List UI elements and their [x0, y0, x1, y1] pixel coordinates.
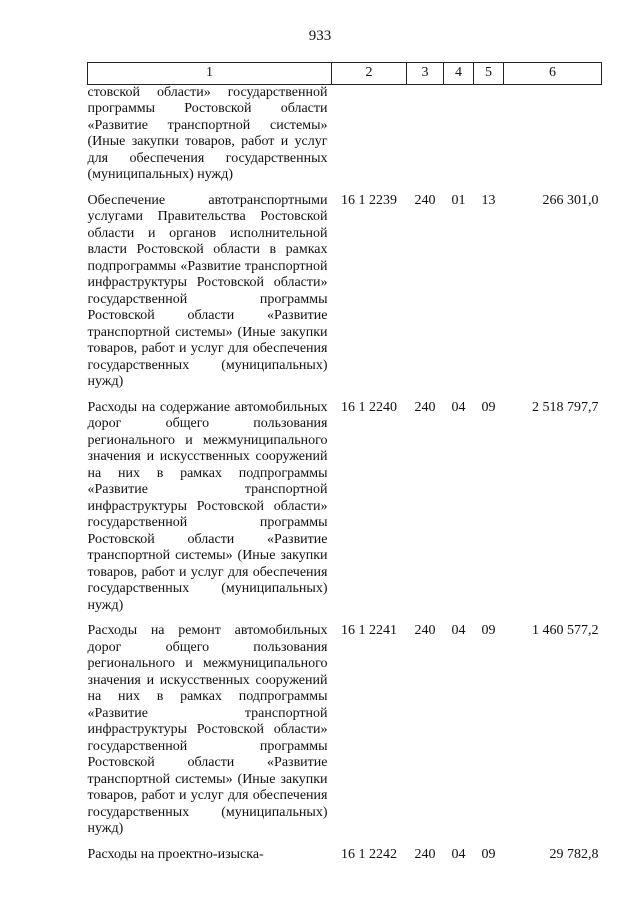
row-amount: 29 782,8: [549, 846, 599, 862]
row-target-code: 16 1 2242: [341, 846, 397, 862]
table-body: [88, 84, 602, 872]
row-amount: 266 301,0: [542, 192, 599, 208]
table-row: [88, 193, 602, 400]
row-subsection: 09: [481, 623, 496, 638]
row-section: 04: [451, 399, 466, 415]
row-section: 01: [451, 192, 466, 208]
row-expense-type: 240: [414, 192, 436, 208]
row-expense-type: 240: [414, 623, 436, 638]
row-subsection: 09: [481, 846, 496, 862]
header-col-6: 6: [504, 63, 602, 85]
row-section: [444, 84, 474, 193]
header-col-5: 5: [474, 63, 504, 85]
row-expense-type: 240: [414, 846, 436, 862]
row-expense-type: 240: [414, 399, 436, 415]
row-amount: 2 518 797,7: [532, 399, 599, 415]
row-subsection: 13: [481, 192, 496, 208]
header-col-1: 1: [88, 63, 332, 85]
row-subsection: [474, 84, 504, 193]
header-col-2: 2: [332, 63, 407, 85]
row-description: Расходы на проектно-изыска-: [87, 846, 264, 862]
header-row: [88, 63, 602, 85]
header-col-4: 4: [444, 63, 474, 85]
row-target-code: 16 1 2239: [341, 192, 397, 208]
row-description: Обеспечение автотранспортными услугами Правительства Ростовской области и органов исполнительной власти Ростовской области в рамках подпрограммы «Развитие транспортной инфраструктуры Ростовской области» государственной программы Ростовской области «Развитие транспортной системы» (Иные закупки товаров, работ и услуг для обеспечения государственных (муниципальных) нужд): [87, 192, 328, 389]
page-number: 933: [308, 28, 332, 44]
table-row: [88, 400, 602, 624]
table-row: [88, 84, 602, 193]
row-section: 04: [451, 623, 466, 638]
table-row: [88, 847, 602, 873]
table-header: [88, 63, 602, 85]
row-section: 04: [451, 846, 466, 862]
row-target-code: 16 1 2241: [341, 623, 397, 638]
row-description: стовской области» государственной программы Ростовской области «Развитие транспортной системы» (Иные закупки товаров, работ и услуг для обеспечения государственных (муниципальных) нужд): [87, 84, 328, 182]
row-subsection: 09: [481, 399, 496, 415]
row-amount: 1 460 577,2: [532, 623, 599, 638]
row-target-code: [332, 84, 407, 193]
row-amount: [504, 84, 602, 193]
row-description: Расходы на содержание автомобильных дорог общего пользования регионального и межмуниципального значения и искусственных сооружений на них в рамках подпрограммы «Развитие транспортной инфраструктуры Ростовской области» государственной программы Ростовской области «Развитие транспортной системы» (Иные закупки товаров, работ и услуг для обеспечения государственных (муниципальных) нужд): [87, 399, 328, 613]
row-description: Расходы на ремонт автомобильных дорог общего пользования регионального и межмуниципального значения и искусственных сооружений на них в рамках подпрограммы «Развитие транспортной инфраструктуры Ростовской области» государственной программы Ростовской области «Развитие транспортной системы» (Иные закупки товаров, работ и услуг для обеспечения государственных (муниципальных) нужд): [87, 623, 328, 836]
table-row: [88, 623, 602, 847]
row-target-code: 16 1 2240: [341, 399, 397, 415]
budget-table: [87, 62, 602, 872]
row-expense-type: [407, 84, 444, 193]
header-col-3: 3: [407, 63, 444, 85]
